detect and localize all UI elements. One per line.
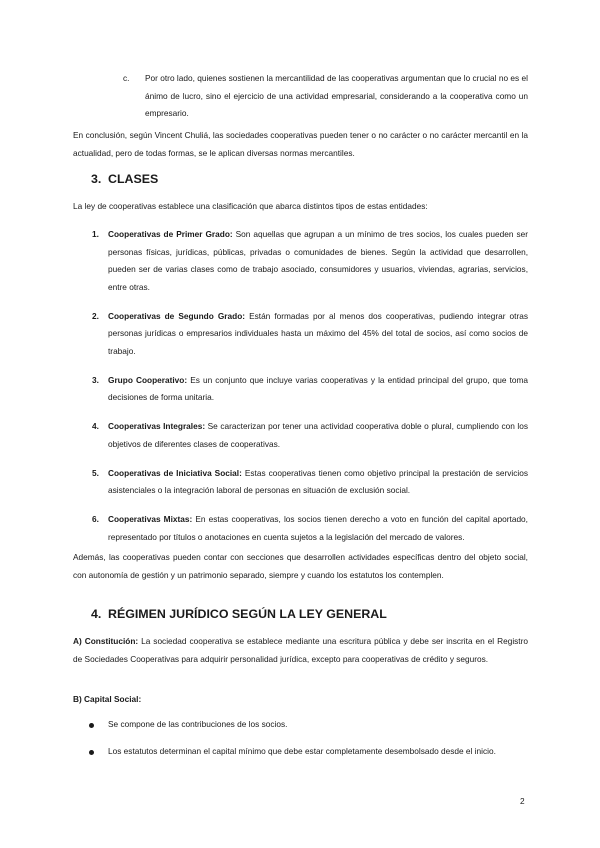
bullet-text: Los estatutos determinan el capital mínimo que debe estar completamente desembolsado desde el inicio.	[108, 745, 496, 756]
page-number: 2	[520, 796, 525, 806]
section-3-number: 3.	[91, 172, 102, 186]
item-text: Es un conjunto que incluye varias cooperativas y la entidad principal del grupo, que toma decisiones de forma unitaria.	[108, 374, 529, 402]
list-item	[92, 372, 528, 407]
capital-social-label	[73, 691, 528, 709]
list-item	[92, 308, 528, 361]
item-text: Estas cooperativas tienen como objetivo principal la prestación de servicios asistenciales o la integración laboral de personas en situación de exclusión social.	[108, 467, 528, 495]
item-term: Cooperativas de Primer Grado:	[108, 229, 233, 239]
constitution-text: La sociedad cooperativa se establece mediante una escritura pública y debe ser inscrita en el Registro de Sociedades Cooperativas para adquirir personalidad jurídica, excepto para cooperativas de crédito y seguros.	[73, 636, 528, 664]
list-item-c	[123, 70, 528, 123]
item-text: En estas cooperativas, los socios tienen derecho a voto en función del capital aportado, representado por títulos o anotaciones en cuenta sujetos a la legislación del mercado de valores.	[108, 514, 528, 542]
item-text: Están formadas por al menos dos cooperativas, pudiendo integrar otras personas jurídicas o empresarios individuales hasta un máximo del 45% del total de socios, así como socios de trabajo.	[108, 310, 528, 356]
item-number: 6.	[92, 514, 99, 524]
item-number: 3.	[92, 374, 99, 385]
cooperative-types-list	[92, 226, 528, 558]
item-term: Grupo Cooperativo:	[108, 374, 188, 385]
section-4-number: 4.	[91, 607, 102, 621]
bullet-text: Se compone de las contribuciones de los socios.	[108, 719, 288, 729]
list-item	[92, 465, 528, 500]
section-3-intro: La ley de cooperativas establece una clasificación que abarca distintos tipos de estas entidades:	[73, 201, 428, 211]
list-item-text: Por otro lado, quienes sostienen la mercantilidad de las cooperativas argumentan que lo crucial no es el ánimo de lucro, sino el ejercicio de una actividad empresarial, considerando a la cooperativa como un empresario.	[145, 73, 528, 118]
list-item	[92, 226, 528, 296]
item-number: 2.	[92, 310, 99, 321]
list-item	[92, 511, 528, 546]
item-term: Cooperativas Mixtas:	[108, 514, 193, 524]
constitution-paragraph	[73, 633, 528, 668]
capital-social-label-text: B) Capital Social:	[73, 694, 142, 704]
list-item	[89, 716, 528, 734]
list-marker: c.	[123, 73, 130, 83]
bullet-icon	[89, 750, 94, 755]
item-text: Son aquellas que agrupan a un mínimo de tres socios, los cuales pueden ser personas físicas, jurídicas, públicas, privadas o comunidades de bienes. Según la actividad que desarrollen, pueden ser de varias clases como de trabajo asociado, consumidores y usuarios, viviendas, agrarias, servicios, entre otras.	[108, 229, 528, 292]
list-item	[92, 418, 528, 453]
conclusion-paragraph: En conclusión, según Vincent Chuliá, las sociedades cooperativas pueden tener o no carácter o no carácter mercantil en la actualidad, pero de todas formas, se le aplican diversas normas mercantiles.	[73, 130, 528, 158]
constitution-label: A) Constitución:	[73, 636, 139, 646]
capital-social-list	[89, 716, 528, 769]
section-3-heading	[91, 172, 158, 186]
item-number: 1.	[92, 229, 99, 239]
item-number: 5.	[92, 467, 99, 478]
section-4-heading	[91, 607, 387, 621]
list-item	[89, 743, 528, 761]
section-4-title: RÉGIMEN JURÍDICO SEGÚN LA LEY GENERAL	[108, 607, 387, 621]
item-term: Cooperativas de Segundo Grado:	[108, 310, 246, 321]
section-3-closing: Además, las cooperativas pueden contar con secciones que desarrollen actividades específicas dentro del objeto social, con autonomía de gestión y un patrimonio separado, siempre y cuando los estatutos los contemplen.	[73, 552, 528, 580]
item-term: Cooperativas Integrales:	[108, 421, 206, 431]
item-term: Cooperativas de Iniciativa Social:	[108, 467, 242, 478]
item-number: 4.	[92, 421, 99, 431]
section-3-title: CLASES	[108, 172, 159, 186]
item-text: Se caracterizan por tener una actividad cooperativa doble o plural, cumpliendo con los objetivos de diferentes clases de cooperativas.	[108, 421, 529, 449]
bullet-icon	[89, 723, 94, 728]
